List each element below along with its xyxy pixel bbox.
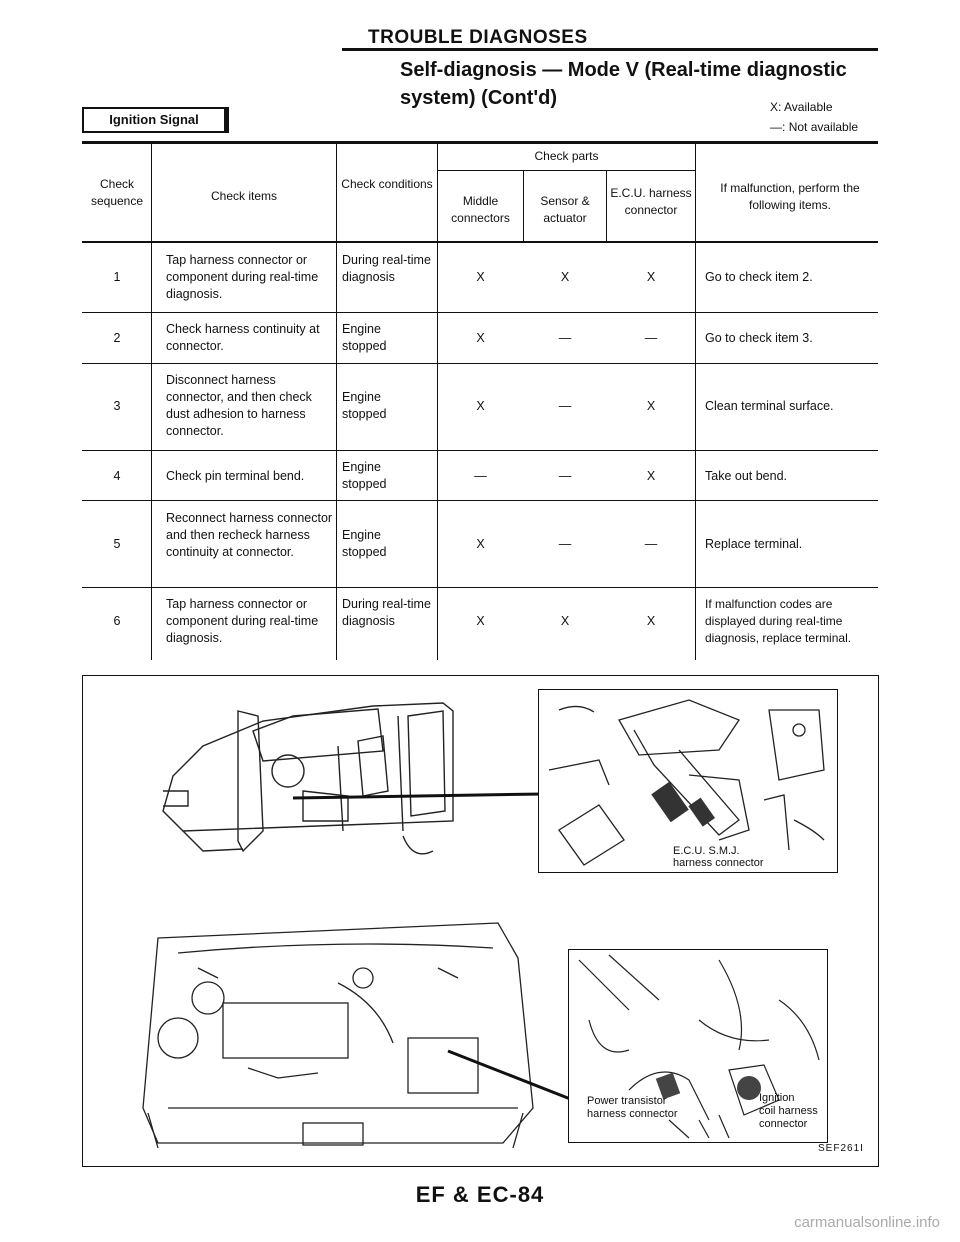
page-number: EF & EC-84 [415,1182,545,1207]
legend-not-available: —: Not available [770,120,859,134]
ecu-label-line2: harness connector [673,857,764,869]
van-illustration [143,691,573,866]
row3-action: Clean terminal surface. [705,399,834,413]
engine-bay-illustration [138,908,608,1158]
row4-cond: Engine stopped [342,460,387,491]
ign-label-line1: Ignition [759,1092,795,1104]
header-malfunction: If malfunction, perform the following items. [720,181,860,212]
row5-sensor: — [558,537,572,551]
watermark: carmanualsonline.info [794,1214,940,1231]
col-rule [695,143,696,660]
row2-item: Check harness continuity at connector. [166,322,320,353]
power-label-line1: Power transistor [587,1095,667,1107]
ecu-label-line1: E.C.U. S.M.J. [673,845,740,857]
row5-middle: X [476,537,485,551]
row-rule [82,363,878,364]
row6-cond: During real-time diagnosis [342,597,431,628]
row3-seq: 3 [113,399,121,413]
row6-item: Tap harness connector or component during real-time diagnosis. [166,597,319,645]
row6-seq: 6 [113,614,121,628]
row2-seq: 2 [113,331,121,345]
legend-available: X: Available [770,100,833,114]
figure-code: SEF261I [818,1143,864,1154]
row1-ecu: X [646,270,656,284]
ignition-connector-inset [568,949,828,1143]
ignition-coil-label [759,1092,818,1131]
header-items: Check items [210,189,278,203]
row3-ecu: X [646,399,656,413]
row1-middle: X [476,270,485,284]
parts-group-rule [437,170,695,171]
row-rule [82,587,878,588]
row4-seq: 4 [113,469,121,483]
row3-cond: Engine stopped [342,390,387,421]
row-rule [82,500,878,501]
ign-label-line2: coil harness [759,1105,818,1117]
diagram-frame [82,675,879,1167]
table-header-rule [82,241,878,243]
row2-ecu: — [644,331,658,345]
header-sequence: Check sequence [90,177,144,208]
row1-seq: 1 [113,270,121,284]
power-transistor-label [587,1095,678,1121]
header-ecu: E.C.U. harness connector [610,186,692,217]
row6-ecu: X [646,614,656,628]
row1-action: Go to check item 2. [705,270,813,284]
row6-sensor: X [560,614,570,628]
row5-action: Replace terminal. [705,537,803,551]
row6-action: If malfunction codes are displayed during real-time diagnosis, replace terminal. [705,597,852,645]
ecu-connector-label [673,845,764,869]
row4-ecu: X [646,469,656,483]
row4-sensor: — [558,469,572,483]
row3-sensor: — [558,399,572,413]
row2-action: Go to check item 3. [705,331,813,345]
header-conditions: Check conditions [341,177,433,191]
ign-label-line3: connector [759,1118,808,1130]
row1-item: Tap harness connector or component during real-time diagnosis. [166,253,319,301]
header-middle: Middle connectors [451,194,510,225]
row5-ecu: — [644,537,658,551]
row1-sensor: X [560,270,570,284]
section-title: TROUBLE DIAGNOSES [368,27,588,48]
row2-sensor: — [558,331,572,345]
row2-cond: Engine stopped [342,322,387,353]
row5-item: Reconnect harness connector and then recheck harness continuity at connector. [166,511,333,559]
row5-seq: 5 [113,537,121,551]
row4-action: Take out bend. [705,469,788,483]
row2-middle: X [476,331,485,345]
col-rule [336,143,337,660]
row-rule [82,450,878,451]
legend [770,97,858,137]
power-label-line2: harness connector [587,1108,678,1120]
header-sensor: Sensor & actuator [540,194,590,225]
row4-item: Check pin terminal bend. [166,469,305,483]
header-rule [342,48,878,51]
row1-cond: During real-time diagnosis [342,253,431,284]
header-check-parts: Check parts [534,149,599,163]
row4-middle: — [474,469,487,483]
ecu-connector-inset [538,689,838,873]
row6-middle: X [476,614,485,628]
row-rule [82,312,878,313]
row5-cond: Engine stopped [342,528,387,559]
row3-item: Disconnect harness connector, and then check dust adhesion to harness connector. [166,373,312,438]
row3-middle: X [476,399,485,413]
page-subtitle: Self-diagnosis — Mode V (Real-time diagnostic system) (Cont'd) [400,59,847,109]
ignition-signal-badge: Ignition Signal [82,107,226,133]
table-top-rule [82,141,878,144]
